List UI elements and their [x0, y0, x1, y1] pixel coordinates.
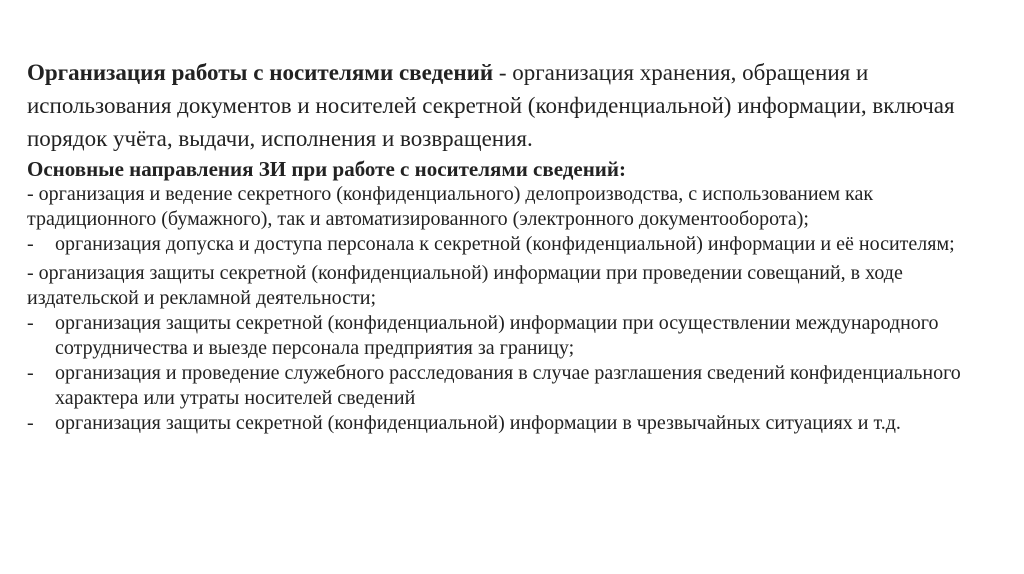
list-dash: -	[27, 312, 34, 334]
list-item-text: организация допуска и доступа персонала к секретной (конфиденциальной) информации и её носителям;	[55, 233, 955, 255]
list-item-text: организация и проведение служебного расследования в случае разглашения сведений конфиденциального характера или утраты носителей сведений	[55, 362, 961, 409]
list-item	[27, 361, 997, 411]
section-heading: Основные направления ЗИ при работе с носителями сведений:	[27, 157, 626, 181]
list-item	[27, 311, 997, 361]
slide-content	[27, 56, 997, 436]
list-item	[27, 232, 997, 257]
definition-term: Организация работы с носителями сведений	[27, 60, 494, 85]
list-dash: -	[27, 412, 34, 434]
definition-paragraph	[27, 56, 997, 155]
list-item: - организация защиты секретной (конфиденциальной) информации при проведении совещаний, в ходе издательской и рекламной деятельности;	[27, 262, 903, 309]
list-dash: -	[27, 362, 34, 384]
list-item-text: организация защиты секретной (конфиденциальной) информации при осуществлении международного сотрудничества и выезде персонала предприятия за границу;	[55, 312, 939, 359]
list-item: - организация и ведение секретного (конфиденциального) делопроизводства, с использованием как традиционного (бумажного), так и автоматизированного (электронного документооборота);	[27, 183, 874, 230]
list-item-text: организация защиты секретной (конфиденциальной) информации в чрезвычайных ситуациях и т.д.	[55, 412, 901, 434]
list-dash: -	[27, 233, 34, 255]
definition-text: - организация хранения, обращения и использования документов и носителей секретной (конфиденциальной) информации, включая порядок учёта, выдачи, исполнения и возвращения.	[27, 60, 955, 151]
list-item	[27, 411, 997, 436]
